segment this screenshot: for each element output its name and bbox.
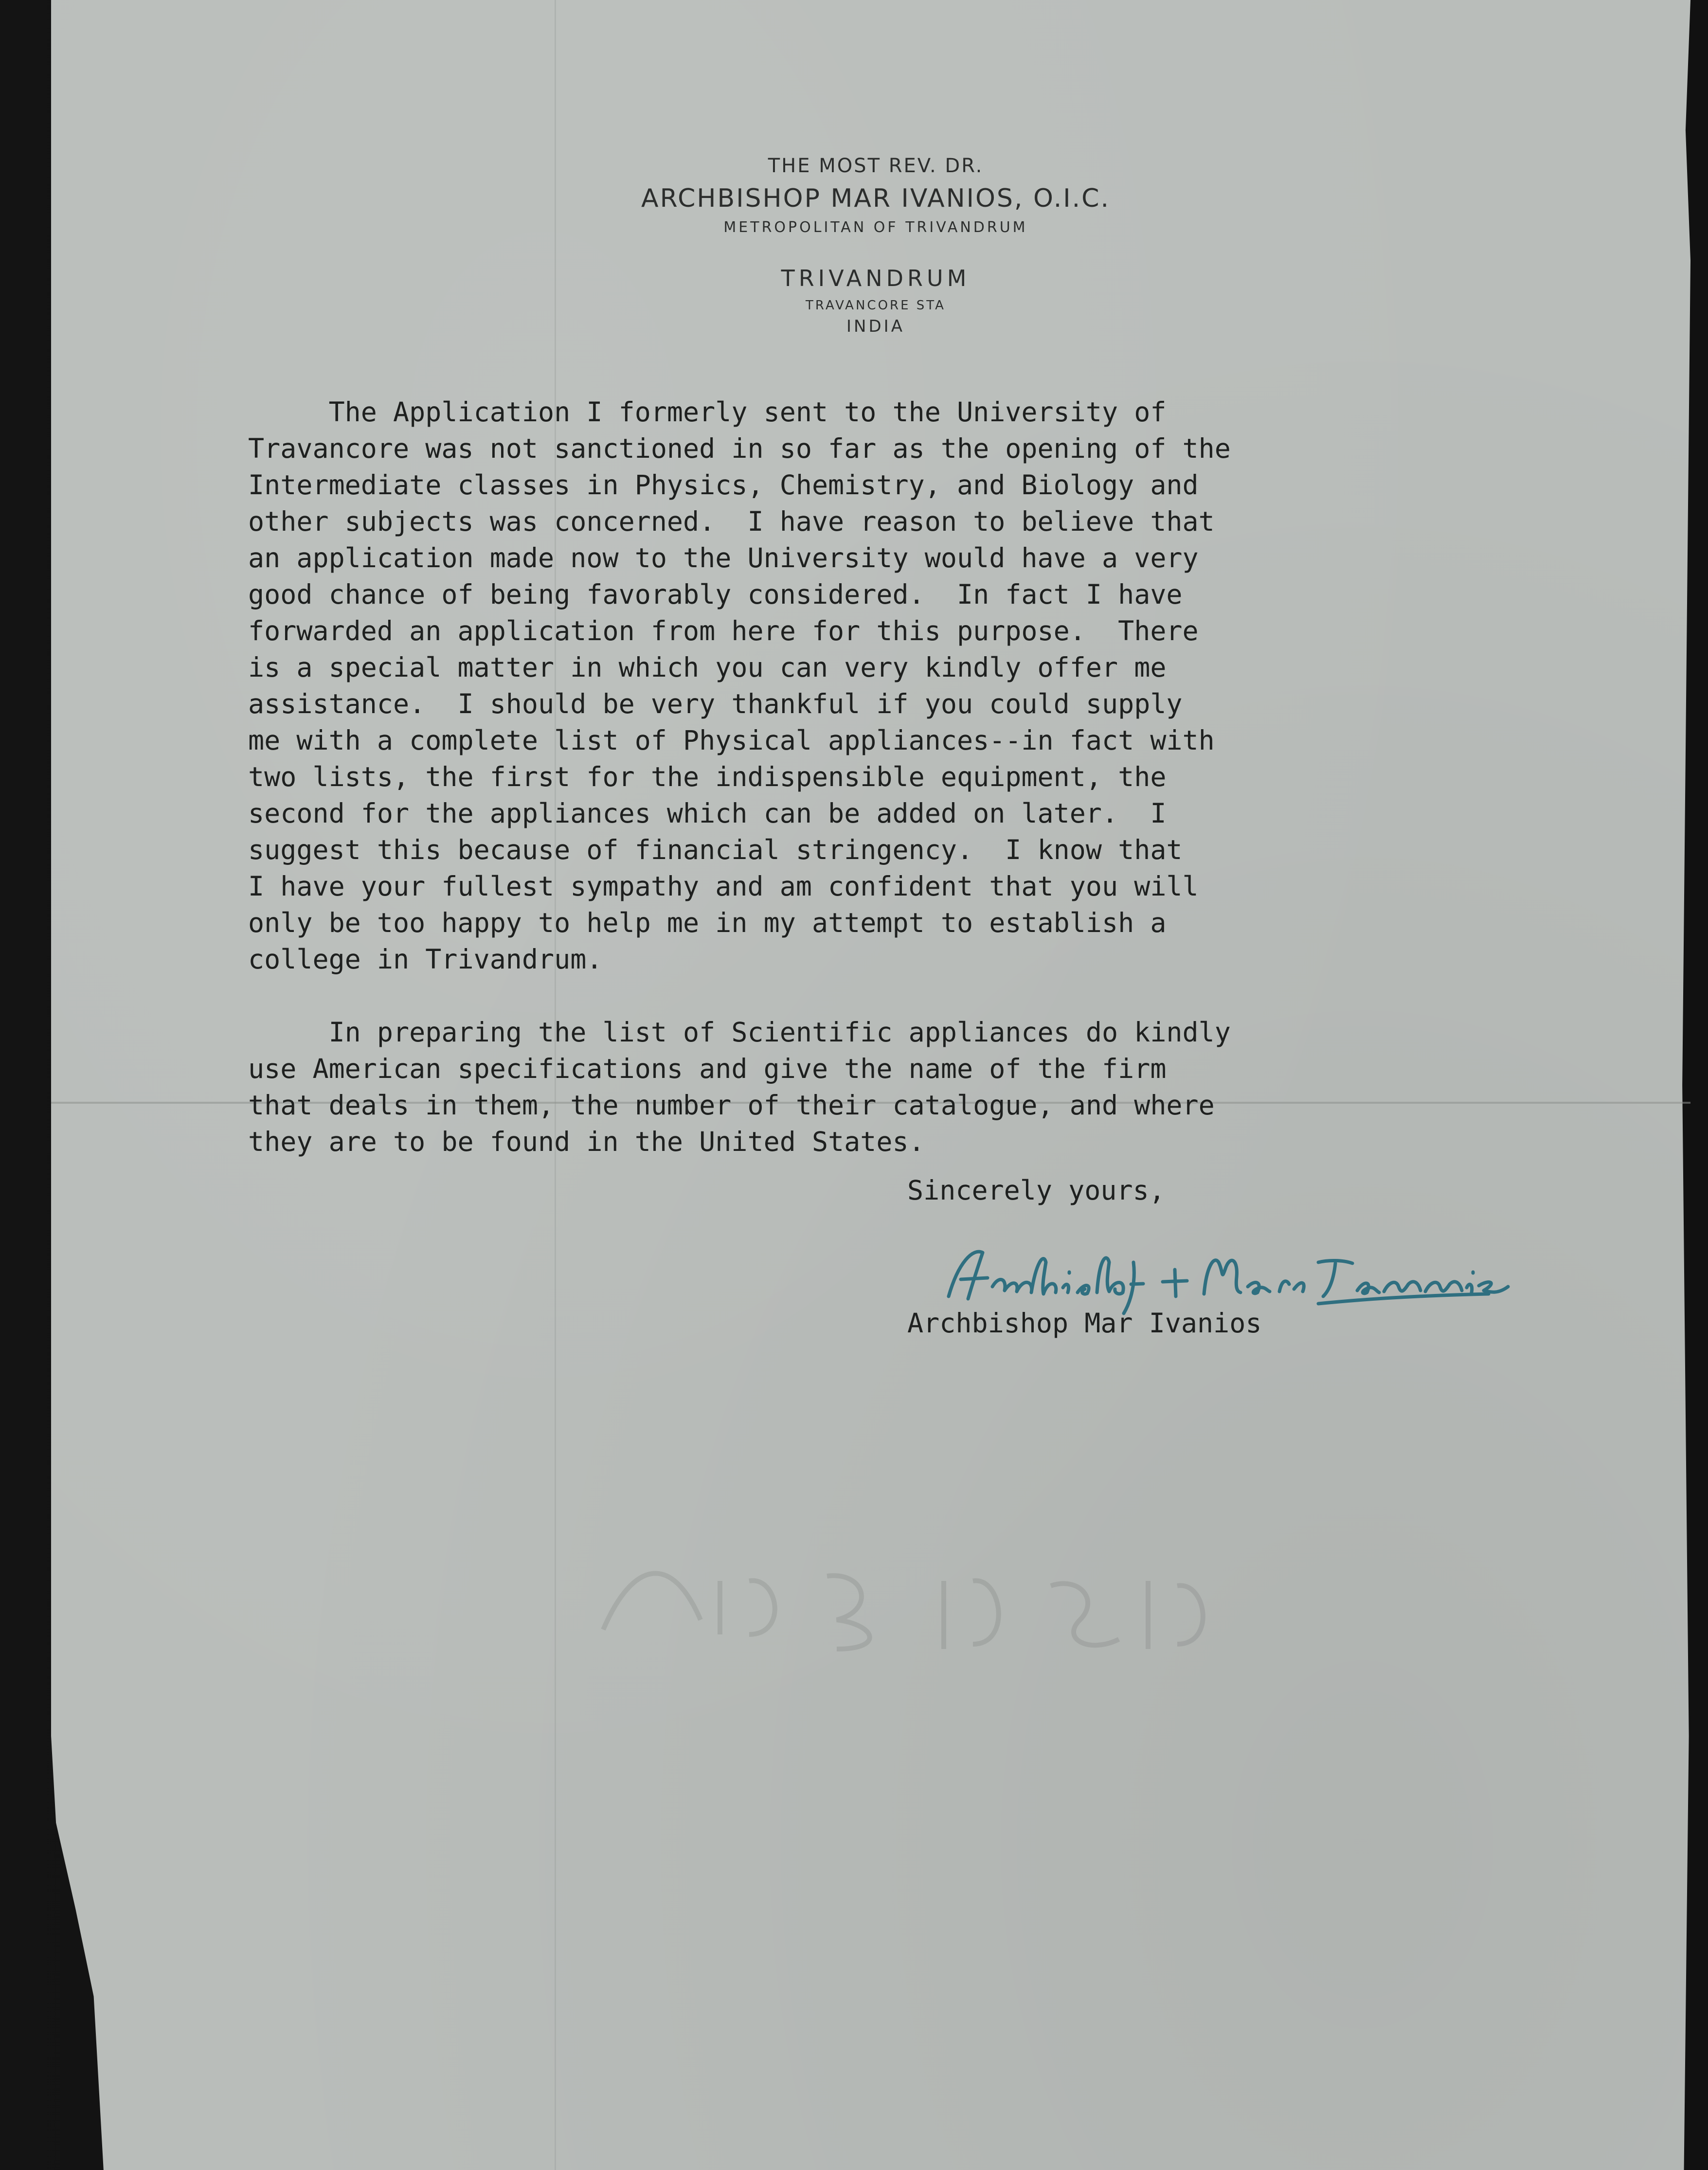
bleed-through-marks [574, 1523, 1255, 1668]
body-line: good chance of being favorably considered. In fact I have [248, 579, 1183, 610]
body-line: only be too happy to help me in my attempt to establish a [248, 907, 1167, 938]
body-line: In preparing the list of Scientific appliances do kindly [248, 1017, 1231, 1048]
body-line: is a special matter in which you can very kindly offer me [248, 652, 1167, 683]
body-line: The Application I formerly sent to the University of [248, 396, 1167, 428]
body-line: other subjects was concerned. I have reason to believe that [248, 506, 1215, 537]
body-line: second for the appliances which can be added on later. I [248, 798, 1167, 829]
signer-name: Archbishop Mar Ivanios [907, 1308, 1262, 1339]
paragraph-2 [248, 1014, 1513, 1160]
body-line: suggest this because of financial stringency. I know that [248, 834, 1183, 865]
letterhead-state: TRAVANCORE STA [806, 298, 946, 313]
letterhead-honorific: THE MOST REV. DR. [768, 155, 984, 177]
body-line: an application made now to the University would have a very [248, 542, 1199, 574]
letter-body [248, 394, 1513, 1160]
body-line: two lists, the first for the indispensible equipment, the [248, 761, 1167, 792]
letterhead [535, 155, 1216, 336]
letterhead-country: INDIA [846, 317, 905, 336]
body-line: that deals in them, the number of their catalogue, and where [248, 1090, 1215, 1121]
paragraph-gap [248, 978, 1513, 1014]
letterhead-name: ARCHBISHOP MAR IVANIOS, O.I.C. [641, 184, 1110, 213]
body-line: they are to be found in the United States. [248, 1126, 925, 1157]
body-line: Travancore was not sanctioned in so far as the opening of the [248, 433, 1231, 464]
body-line: I have your fullest sympathy and am confident that you will [248, 871, 1199, 902]
letterhead-city: TRIVANDRUM [781, 265, 971, 291]
body-line: me with a complete list of Physical appliances--in fact with [248, 725, 1215, 756]
body-line: forwarded an application from here for this purpose. There [248, 615, 1199, 646]
letterhead-title: METROPOLITAN OF TRIVANDRUM [723, 219, 1028, 236]
body-line: use American specifications and give the name of the firm [248, 1053, 1167, 1084]
paragraph-1 [248, 394, 1513, 978]
closing-salutation: Sincerely yours, [907, 1175, 1165, 1206]
body-line: Intermediate classes in Physics, Chemistry, and Biology and [248, 469, 1199, 501]
body-line: college in Trivandrum. [248, 944, 603, 975]
body-line: assistance. I should be very thankful if you could supply [248, 688, 1183, 719]
handwritten-signature [939, 1233, 1523, 1316]
